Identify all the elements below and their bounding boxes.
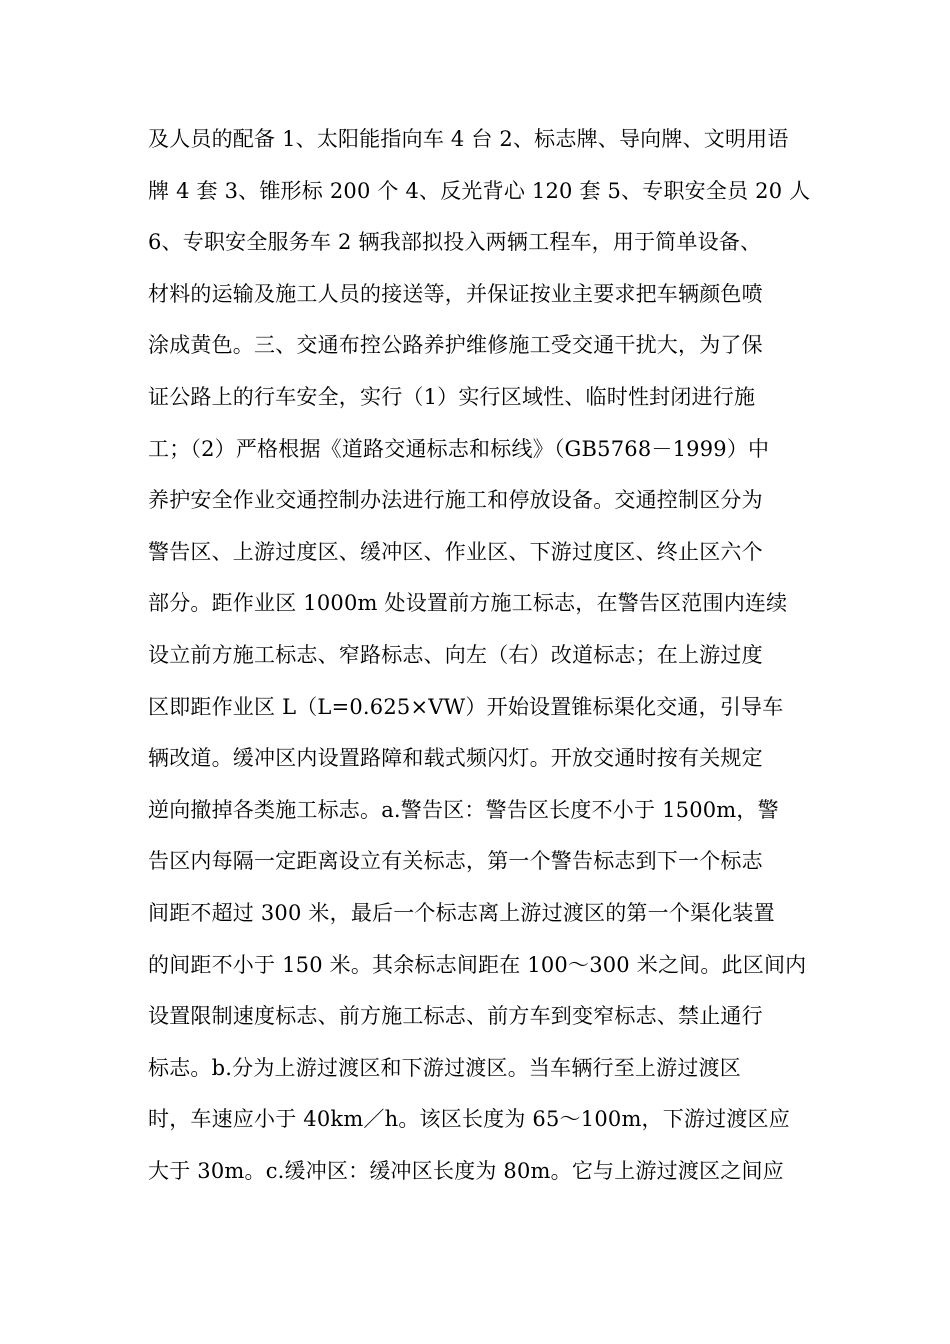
text-line: 辆改道。缓冲区内设置路障和载式频闪灯。开放交通时按有关规定 [148, 746, 763, 771]
text-line: 区即距作业区 L（L=0.625×VW）开始设置锥标渠化交通，引导车 [148, 694, 784, 719]
text-line: 警告区、上游过度区、缓冲区、作业区、下游过度区、终止区六个 [148, 539, 763, 564]
text-line: 养护安全作业交通控制办法进行施工和停放设备。交通控制区分为 [148, 488, 763, 513]
text-line: 证公路上的行车安全，实行（1）实行区域性、临时性封闭进行施 [148, 384, 756, 409]
text-line: 间距不超过 300 米，最后一个标志离上游过渡区的第一个渠化装置 [148, 900, 775, 925]
text-line: 涂成黄色。三、交通布控公路养护维修施工受交通干扰大，为了保 [148, 333, 763, 358]
text-line: 时，车速应小于 40km／h。该区长度为 65～100m，下游过渡区应 [148, 1107, 790, 1132]
text-line: 及人员的配备 1、太阳能指向车 4 台 2、标志牌、导向牌、文明用语 [148, 127, 789, 151]
text-line: 工；（2）严格根据《道路交通标志和标线》（GB5768－1999）中 [148, 436, 770, 461]
text-line: 牌 4 套 3、锥形标 200 个 4、反光背心 120 套 5、专职安全员 20 人 [148, 178, 811, 203]
text-line: 大于 30m。c.缓冲区：缓冲区长度为 80m。它与上游过渡区之间应 [148, 1158, 784, 1183]
text-line: 逆向撤掉各类施工标志。a.警告区：警告区长度不小于 1500m，警 [148, 797, 779, 822]
text-line: 告区内每隔一定距离设立有关标志，第一个警告标志到下一个标志 [148, 849, 763, 874]
text-line: 的间距不小于 150 米。其余标志间距在 100～300 米之间。此区间内 [148, 952, 807, 977]
text-line: 部分。距作业区 1000m 处设置前方施工标志，在警告区范围内连续 [148, 591, 788, 616]
text-line: 设立前方施工标志、窄路标志、向左（右）改道标志；在上游过度 [148, 642, 763, 667]
text-line: 标志。b.分为上游过渡区和下游过渡区。当车辆行至上游过渡区 [148, 1055, 741, 1080]
text-line: 设置限制速度标志、前方施工标志、前方车到变窄标志、禁止通行 [148, 1004, 763, 1029]
text-line: 材料的运输及施工人员的接送等，并保证按业主要求把车辆颜色喷 [148, 281, 763, 306]
body-text [148, 114, 811, 1197]
text-line: 6、专职安全服务车 2 辆我部拟投入两辆工程车，用于简单设备、 [148, 230, 762, 255]
